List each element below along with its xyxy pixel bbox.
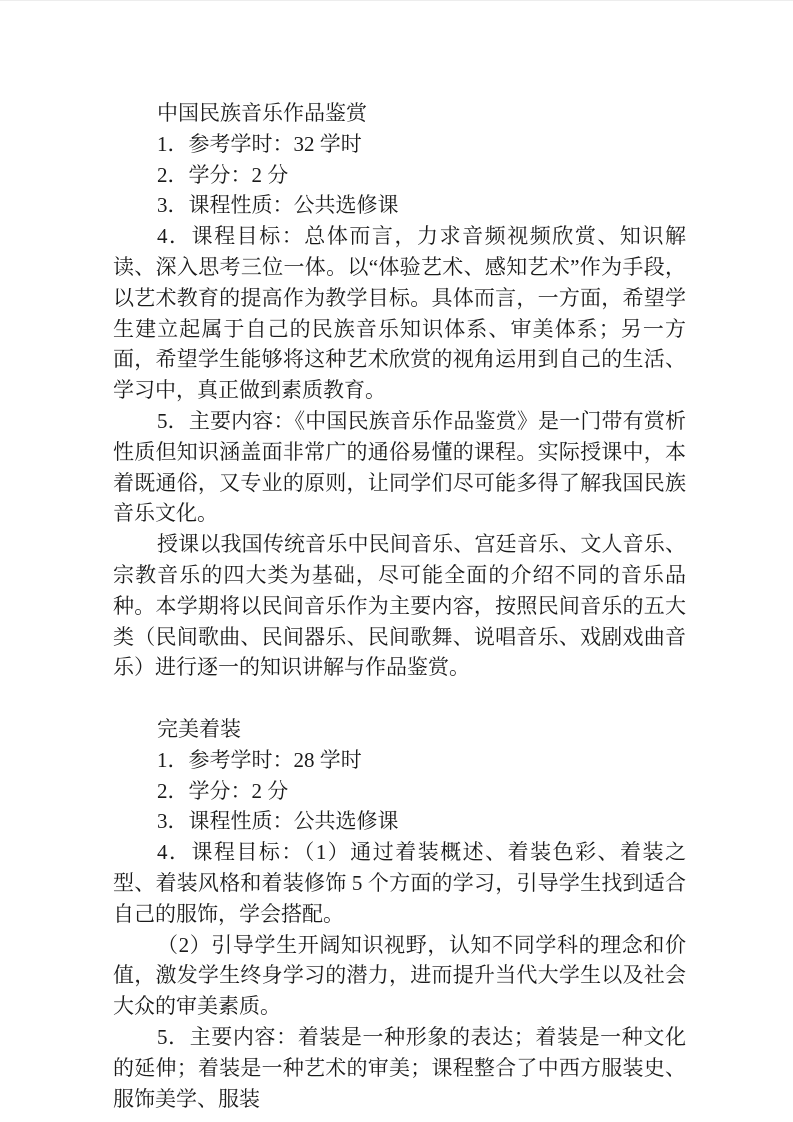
course-title: 中国民族音乐作品鉴赏 — [157, 101, 367, 125]
course-objectives-paragraph-2: （2）引导学生开阔知识视野，认知不同学科的理念和价值，激发学生终身学习的潜力，进而提升当代大学生以及社会大众的审美素质。 — [113, 932, 686, 1019]
course-section-perfect-dressing — [113, 714, 686, 1114]
section-spacer — [113, 683, 686, 714]
reference-hours-item: 1．参考学时：28 学时 — [157, 747, 362, 772]
course-objectives-paragraph: 4．课程目标：（1）通过着装概述、着装色彩、着装之型、着装风格和着装修饰 5 个方面的学习，引导学生找到适合自己的服饰，学会搭配。 — [113, 840, 686, 926]
teaching-plan-paragraph: 授课以我国传统音乐中民间音乐、宫廷音乐、文人音乐、宗教音乐的四大类为基础，尽可能全面的介绍不同的音乐品种。本学期将以民间音乐作为主要内容，按照民间音乐的五大类（民间歌曲、民间器乐、民间歌舞、说唱音乐、戏剧戏曲音乐）进行逐一的知识讲解与作品鉴赏。 — [113, 532, 686, 680]
course-type-item: 3．课程性质：公共选修课 — [157, 193, 399, 218]
course-objectives-paragraph: 4．课程目标：总体而言，力求音频视频欣赏、知识解读、深入思考三位一体。以“体验艺术、感知艺术”作为手段，以艺术教育的提高作为教学目标。具体而言，一方面，希望学生建立起属于自己的民族音乐知识体系、审美体系；另一方面，希望学生能够将这种艺术欣赏的视角运用到自己的生活、学习中，真正做到素质教育。 — [113, 224, 686, 403]
main-content-paragraph: 5．主要内容：着装是一种形象的表达；着装是一种文化的延伸；着装是一种艺术的审美；课程整合了中西方服装史、服饰美学、服装 — [113, 1024, 686, 1111]
main-content-paragraph: 5．主要内容：《中国民族音乐作品鉴赏》是一门带有赏析性质但知识涵盖面非常广的通俗易懂的课程。实际授课中，本着既通俗，又专业的原则，让同学们尽可能多得了解我国民族音乐文化。 — [113, 408, 686, 526]
credits-item: 2．学分：2 分 — [157, 162, 289, 187]
course-title: 完美着装 — [157, 716, 241, 741]
credits-item: 2．学分：2 分 — [157, 778, 289, 803]
course-section-folk-music — [113, 98, 686, 683]
reference-hours-item: 1．参考学时：32 学时 — [157, 131, 362, 156]
course-type-item: 3．课程性质：公共选修课 — [157, 809, 399, 834]
